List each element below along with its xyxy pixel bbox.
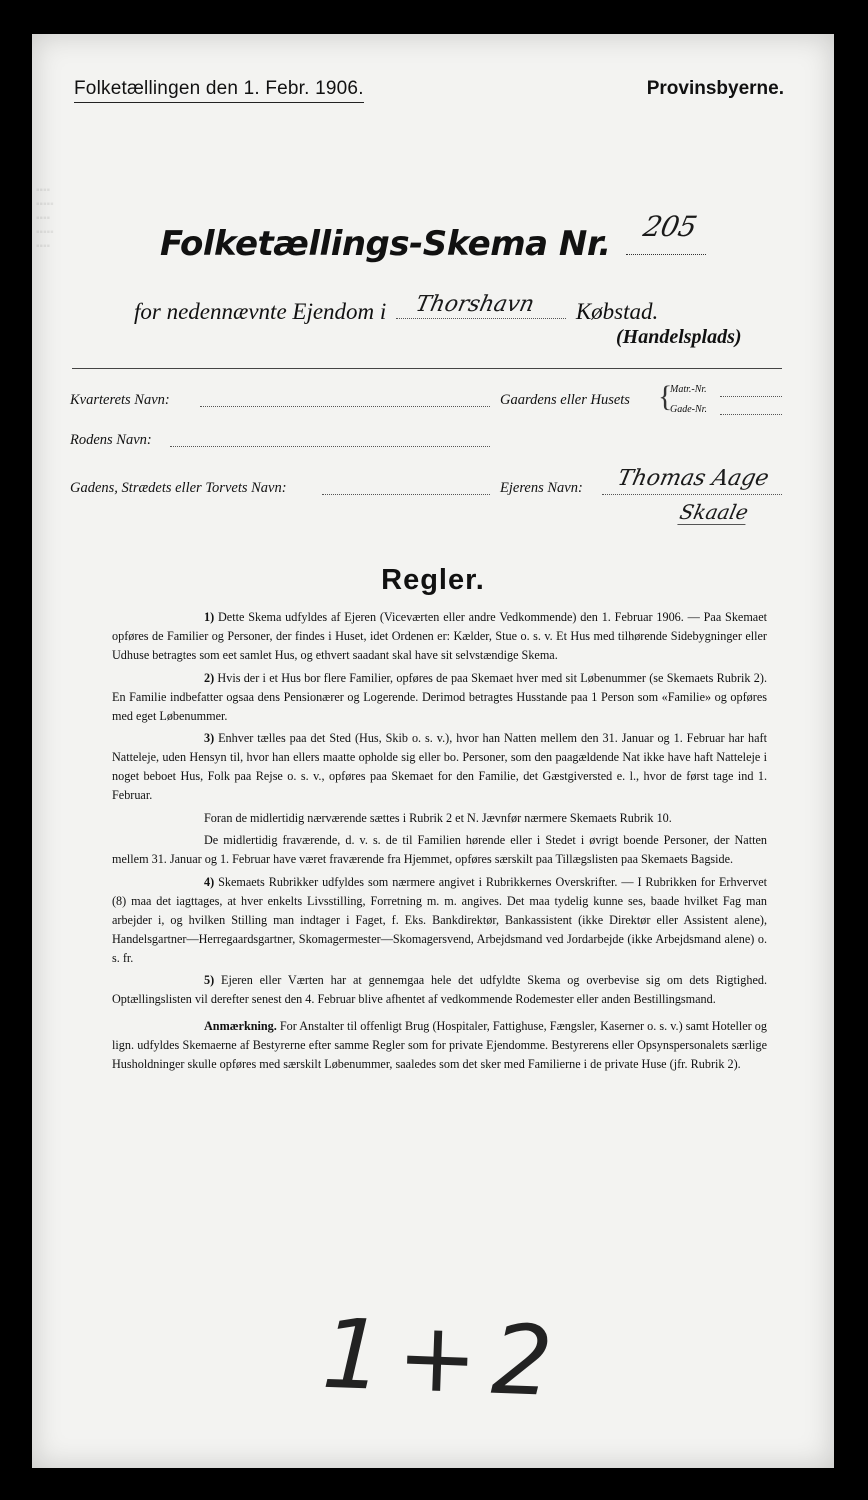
form-subtitle xyxy=(134,292,659,325)
form-number-field[interactable] xyxy=(626,210,706,255)
rule-5: 5) Ejeren eller Værten har at gennemgaa hele det udfyldte Skema og overbevise sig om dets Rigtighed. Optællingslisten vil derefter senest den 4. Februar blive afhentet af vedkommende Rodemester eller anden Bestillingsmand. xyxy=(112,973,767,1006)
subtitle-alternative: (Handelsplads) xyxy=(616,326,742,348)
form-number-handwritten: 205 xyxy=(640,210,700,243)
rode-field[interactable] xyxy=(170,446,490,447)
ejer-label: Ejerens Navn: xyxy=(500,480,583,496)
rule-1: 1) Dette Skema udfyldes af Ejeren (Viceværten eller andre Vedkommende) den 1. Februar 1906. — Paa Skemaet opføres de Familier og Personer, der findes i Huset, idet Ordenen er: Kælder, Stue o. s. v. Et Hus med tilhørende Sidebygninger eller Udhuse betragtes som eet samlet Hus, og ethvert saadant skal have sit selvstændige Skema. xyxy=(112,610,768,662)
rule-4: 4) Skemaets Rubrikker udfyldes som nærmere angivet i Rubrikkernes Overskrifter. — I Rubrikken for Erhvervet (8) maa det iagttages, at hver enkelts Livsstilling, Forretning m. m. angives. Det maa tydelig kunne ses, baade hvilket Fag man arbejder i, og hvilken Stilling man indtager i Faget, f. Eks. Bankdirektør, Bankassistent (ikke Direktør eller Assistent alene), Handelsgartner—Herregaardsgartner, Skomagermester—Skomagersvend, Arbejdsmand ved Jordarbejde (ikke Arbejdsmand alene) o. s. fr. xyxy=(112,874,767,965)
header-census-date: Folketællingen den 1. Febr. 1906. xyxy=(74,78,364,103)
matr-label: Matr.-Nr. xyxy=(670,384,707,395)
rule-2: 2) Hvis der i et Hus bor flere Familier, opføres de paa Skemaet hver med sit Løbenummer (se Skemaets Rubrik 2). En Familie indbefatter ogsaa dens Pensionærer og Logerende. Derimod betragtes Husstande paa 1 Person som «Familie» og opføres med eget Løbenummer. xyxy=(112,670,767,723)
bleed-through-marks: ▪▪▪▪ ▪▪▪▪▪ ▪▪▪▪ ▪▪▪▪▪ ▪▪▪▪ xyxy=(36,185,54,252)
census-form-page xyxy=(32,34,834,1468)
rules-heading: Regler. xyxy=(381,564,485,596)
header-region: Provinsbyerne. xyxy=(646,78,784,99)
gade-nr-field[interactable] xyxy=(720,414,782,415)
ejer-handwritten-2: Skaale xyxy=(677,500,751,524)
matr-field[interactable] xyxy=(720,396,782,397)
rule-3: 3) Enhver tælles paa det Sted (Hus, Skib o. s. v.), hvor han Natten mellem den 31. Januar og 1. Februar har haft Natteleje, uden Hensyn til, hvor han ellers maatte opholde sig eller bo. Personer, som den paagældende Nat ikke have haft Natteleje i noget beboet Hus, Folk paa Rejse o. s. v., opføres paa Skemaet for den Familie, det Gæstgiversted e. l., hvor de først tage ind 1. Februar. xyxy=(112,731,767,802)
gade-nr-label: Gade-Nr. xyxy=(670,404,707,415)
ejer-field[interactable] xyxy=(602,494,782,495)
gaard-label: Gaardens eller Husets xyxy=(500,392,630,408)
brace-icon: { xyxy=(658,380,673,413)
rule-3-midlertidig-fravaerende: De midlertidig fraværende, d. v. s. de til Familien hørende eller i Stedet i øvrigt boende Personer, der Natten mellem 31. Januar og 1. Februar have været fraværende fra Hjemmet, opføres særskilt paa Tillægslisten paa Skemaets Bagside. xyxy=(112,833,767,866)
subtitle-prefix: for nedennævnte Ejendom i xyxy=(134,299,387,324)
rules-list xyxy=(112,608,767,1078)
header-divider xyxy=(72,368,782,369)
rule-3-midlertidig-naervaerende: Foran de midlertidig nærværende sættes i Rubrik 2 et N. Jævnfør nærmere Skemaets Rubrik 10. xyxy=(204,810,672,825)
rule-annotation: Anmærkning. For Anstalter til offenligt Brug (Hospitaler, Fattighuse, Fængsler, Kaserner o. s. v.) samt Hoteller og lign. udfyldes Skemaerne af Bestyrerne efter samme Regler som for private Ejendomme. Bestyrerens eller Opsynspersonalets særlige Husholdninger skulle opføres med særskilt Løbenummer, saaledes som det sker med Familierne i de private Huse (jfr. Rubrik 2). xyxy=(112,1019,767,1071)
rode-label: Rodens Navn: xyxy=(70,432,152,448)
town-field[interactable] xyxy=(396,292,566,319)
subtitle-suffix: Købstad. xyxy=(575,299,659,324)
form-title-label: Folketællings-Skema Nr. xyxy=(159,224,611,264)
gade-label: Gadens, Strædets eller Torvets Navn: xyxy=(70,480,287,496)
kvarter-field[interactable] xyxy=(200,406,490,407)
form-title xyxy=(32,210,834,264)
gade-field[interactable] xyxy=(322,494,490,495)
ejer-handwritten-1: Thomas Aage xyxy=(615,466,772,491)
town-handwritten: Thorshavn xyxy=(413,292,537,317)
kvarter-label: Kvarterets Navn: xyxy=(70,392,170,408)
handwritten-page-note: 1+2 xyxy=(320,1297,569,1419)
